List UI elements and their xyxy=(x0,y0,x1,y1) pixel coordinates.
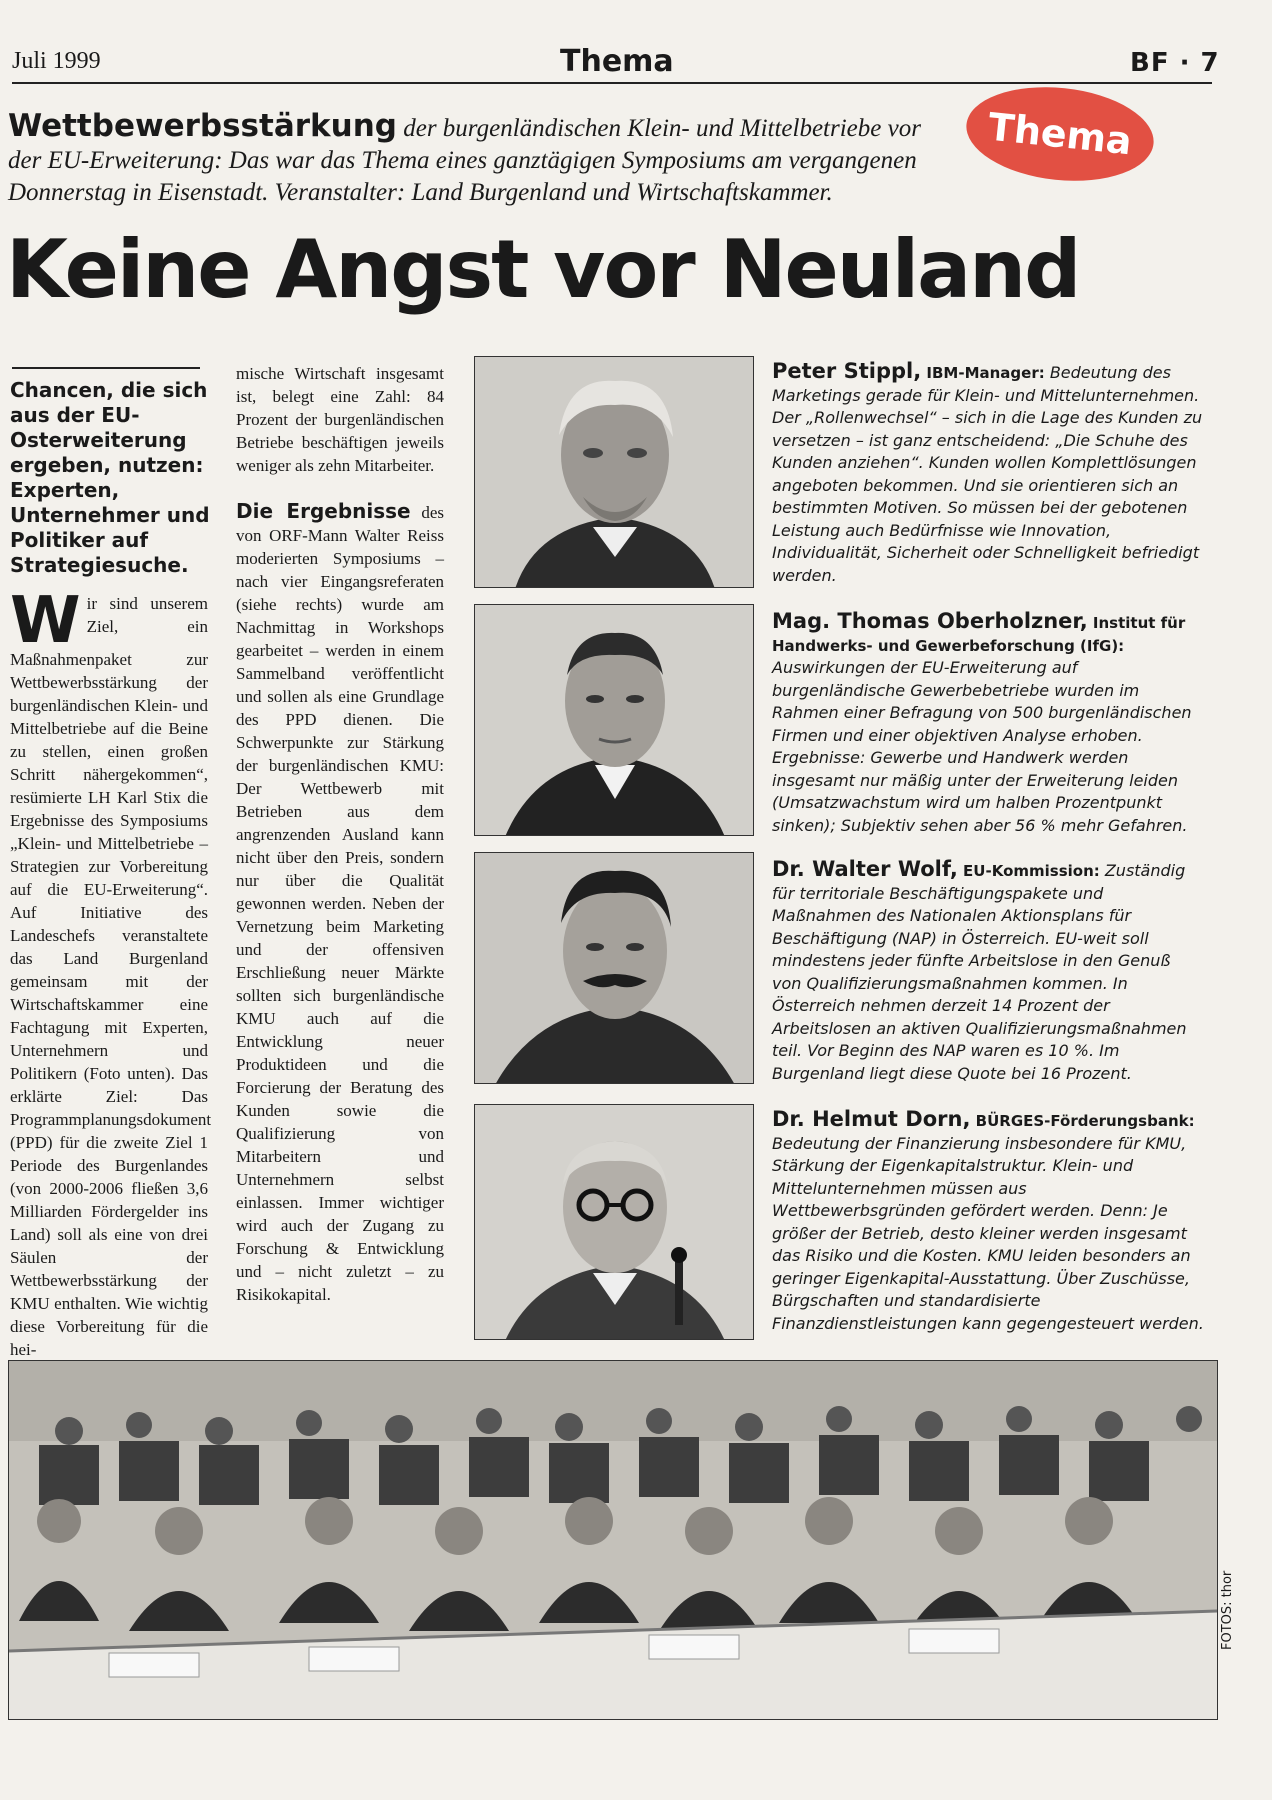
speaker-summary: Auswirkungen der EU-Erweiterung auf burgenländische Gewerbebetriebe wurden im Rahmen einer Befragung von 500 burgenländischen Firmen und einer objektiven Analyse erhoben. Ergebnisse: Gewerbe und Handwerk werden insgesamt nur mäßig unter der Erweiterung leiden (Umsatzwachstum wird um halben Prozentpunkt sinken); Subjektiv sehen aber 56 % mehr Gefahren. xyxy=(772,658,1192,835)
audience-photo xyxy=(8,1360,1218,1720)
article-column-2 xyxy=(236,362,444,1306)
intro-paragraph xyxy=(8,110,958,209)
speaker-role: EU-Kommission: xyxy=(957,862,1100,880)
issue-date: Juli 1999 xyxy=(12,48,101,74)
header-rule xyxy=(12,82,1212,84)
speaker-summary: Zuständig für territoriale Beschäftigungspakete und Maßnahmen des Nationalen Aktionsplans für Beschäftigung (NAP) in Österreich. EU-weit soll mindestens jeder fünfte Arbeitslose in den Genuß von Qualifizierungsmaßnahmen kommen. In Österreich nehmen derzeit 14 Prozent der Arbeitslosen an aktiven Qualifizierungsmaßnahmen teil. Vor Beginn des NAP waren es 10 %. Im Burgenland liegt diese Quote bei 16 Prozent. xyxy=(772,861,1187,1083)
thema-badge xyxy=(962,78,1159,189)
page-number: BF · 7 xyxy=(1130,48,1220,78)
article-column-1 xyxy=(10,584,212,1361)
section-title: Thema xyxy=(560,44,674,79)
intro-lead: Wettbewerbsstärkung xyxy=(8,108,397,144)
speaker-name: Dr. Walter Wolf, xyxy=(772,857,958,881)
portrait-photo xyxy=(474,604,754,836)
subhead: Chancen, die sich aus der EU-Osterweiterung ergeben, nutzen: Experten, Unternehmer und Politiker auf Strategiesuche. xyxy=(10,378,210,577)
speaker-summary: Bedeutung des Marketings gerade für Klein- und Mittelunternehmen. Der „Rollenwechsel“ – sich in die Lage des Kunden zu versetzen – ist ganz entscheidend: „Die Schuhe des Kunden anziehen“. Kunden wollen Komplettlösungen angeboten bekommen. Und sie orientieren sich an bestimmten Motiven. So müssen bei der gebotenen Leistung auch Bedürfnisse wie Innovation, Individualität, Sicherheit oder Schnelligkeit befriedigt werden. xyxy=(772,363,1203,585)
speaker-profile xyxy=(772,858,1204,1085)
speaker-role: BÜRGES-Förderungsbank: xyxy=(970,1112,1195,1130)
speaker-name: Peter Stippl, xyxy=(772,359,922,383)
portrait-photo xyxy=(474,356,754,588)
speaker-profile xyxy=(772,360,1204,587)
drop-cap: W xyxy=(10,584,81,658)
headline: Keine Angst vor Neuland xyxy=(6,223,1080,316)
subhead-rule xyxy=(12,367,200,369)
portrait-photo xyxy=(474,852,754,1084)
intro-text: der burgenländischen Klein- und Mittelbetriebe vor der EU-Erweiterung: Das war das Thema eines ganztägigen Symposiums am vergangenen Donnerstag in Eisenstadt. Veranstalter: Land Burgenland und Wirtschaftskammer. xyxy=(8,115,921,206)
article-col2-start: mische Wirtschaft insgesamt ist, belegt eine Zahl: 84 Prozent der burgenländischen Betriebe beschäftigen jeweils weniger als zehn Mitarbeiter. xyxy=(236,364,444,475)
speaker-profile xyxy=(772,1108,1204,1335)
portrait-photo xyxy=(474,1104,754,1340)
speaker-profile xyxy=(772,610,1204,837)
speaker-role: Institut für Handwerks- und Gewerbeforschung (IfG): xyxy=(772,614,1186,655)
speaker-name: Mag. Thomas Oberholzner, xyxy=(772,609,1088,633)
article-col2-rest: des von ORF-Mann Walter Reiss moderierten Symposiums – nach vier Eingangsreferaten (siehe rechts) wurde am Nachmittag in Workshops gearbeitet – werden in einem Sammelband veröffentlicht und sollen als eine Grundlage des PPD dienen. Die Schwerpunkte zur Stärkung der burgenländischen KMU: Der Wettbewerb mit Betrieben aus dem angrenzenden Ausland kann nicht über den Preis, sondern nur über die Qualität gewonnen werden. Neben der Vernetzung beim Marketing und der offensiven Erschließung neuer Märkte sollten sich burgenländische KMU auch auf die Entwicklung neuer Produktideen und die Forcierung der Beratung des Kunden sowie die Qualifizierung von Mitarbeitern und Unternehmern selbst einlassen. Immer wichtiger wird auch der Zugang zu Forschung & Entwicklung und – nicht zuletzt – zu Risikokapital. xyxy=(236,503,444,1304)
speaker-name: Dr. Helmut Dorn, xyxy=(772,1107,971,1131)
thema-badge-label: Thema xyxy=(986,104,1134,164)
photo-credit: FOTOS: thor xyxy=(1220,1570,1235,1650)
article-col1-text: ir sind unserem Ziel, ein Maßnahmenpaket zur Wettbewerbsstärkung der burgenländischen Klein- und Mittelbetriebe auf die Beine zu stellen, einen großen Schritt nähergekommen“, resümierte LH Karl Stix die Ergebnisse des Symposiums „Klein- und Mittelbetriebe – Strategien zur Vorbereitung auf die EU-Erweiterung“. Auf Initiative des Landeschefs veranstaltete das Land Burgenland gemeinsam mit der Wirtschaftskammer eine Fachtagung mit Experten, Unternehmern und Politikern (Foto unten). Das erklärte Ziel: Das Programmplanungsdokument (PPD) für die zweite Ziel 1 Periode des Burgenlandes (von 2000-2006 fließen 3,6 Milliarden Fördergelder ins Land) soll als eine von drei Säulen der Wettbewerbsstärkung der KMU enthalten. Wie wichtig diese Vorbereitung für die hei- xyxy=(10,594,212,1359)
speaker-summary: Bedeutung der Finanzierung insbesondere für KMU, Stärkung der Eigenkapitalstruktur. Klein- und Mittelunternehmen müssen aus Wettbewerbsgründen gefördert werden. Denn: Je größer der Betrieb, desto kleiner werden insgesamt das Risiko und die Kosten. KMU leiden besonders an geringer Eigenkapital-Ausstattung. Über Zuschüsse, Bürgschaften und standardisierte Finanzdienstleistungen kann gegengesteuert werden. xyxy=(772,1133,1204,1333)
article-col2-lead: Die Ergebnisse xyxy=(236,499,411,523)
speaker-role: IBM-Manager: xyxy=(921,364,1045,382)
